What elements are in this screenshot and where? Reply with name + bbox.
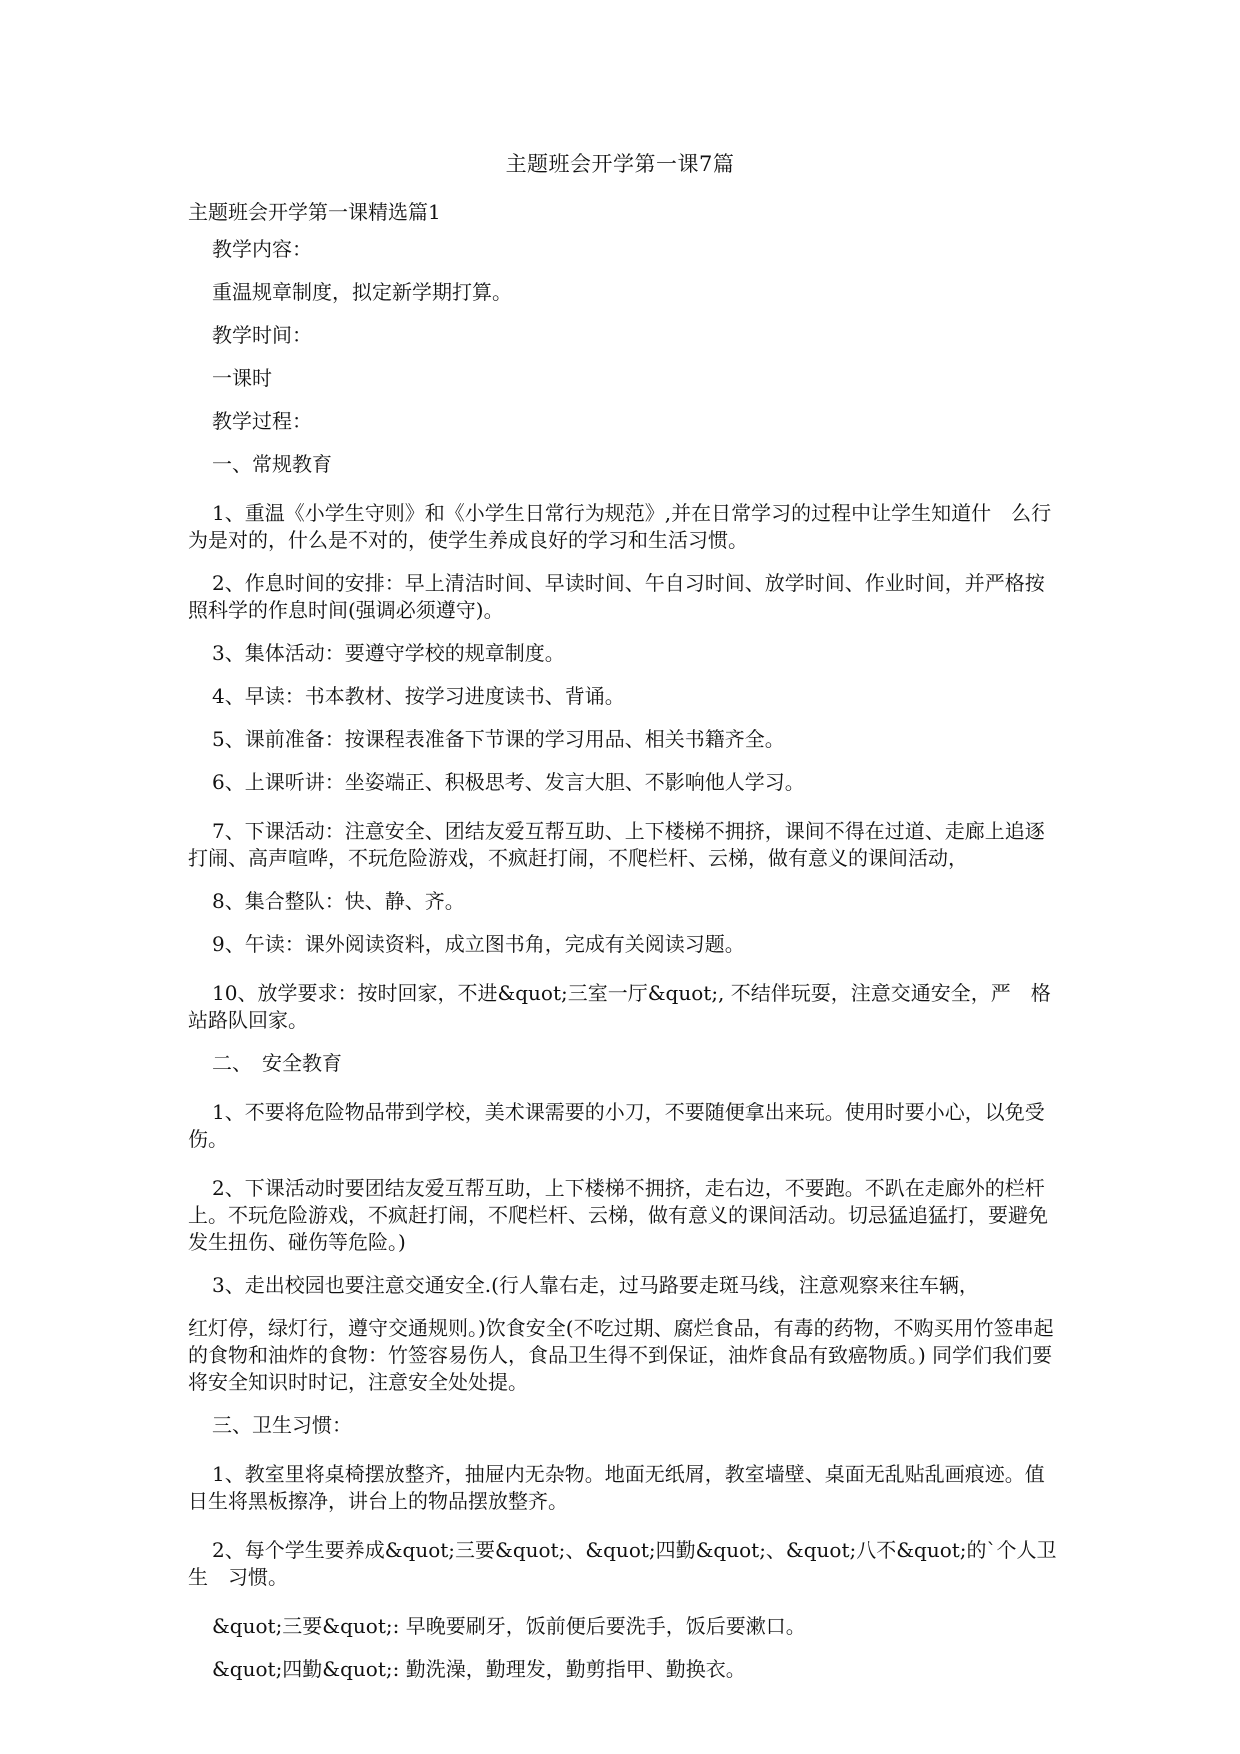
paragraph: 3、走出校园也要注意交通安全.(行人靠右走，过马路要走斑马线，注意观察来往车辆， xyxy=(212,1273,979,1297)
paragraph: 2、每个学生要养成&quot;三要&quot;、&quot;四勤&quot;、&quot;八不&quot;的`个人卫生 习惯。 xyxy=(188,1538,1057,1589)
paragraph: 3、集体活动：要遵守学校的规章制度。 xyxy=(212,641,565,665)
paragraph: 4、早读：书本教材、按学习进度读书、背诵。 xyxy=(212,684,625,708)
section-heading-hygiene: 三、卫生习惯： xyxy=(212,1413,352,1437)
section-heading: 主题班会开学第一课精选篇1 xyxy=(188,200,441,224)
paragraph: 教学时间： xyxy=(212,323,312,347)
section-heading-routine: 一、常规教育 xyxy=(212,452,332,476)
paragraph: 重温规章制度，拟定新学期打算。 xyxy=(212,280,512,304)
paragraph: &quot;四勤&quot;: 勤洗澡，勤理发，勤剪指甲、勤换衣。 xyxy=(212,1657,746,1681)
paragraph: 8、集合整队：快、静、齐。 xyxy=(212,889,465,913)
paragraph: 10、放学要求：按时回家，不进&quot;三室一厅&quot;, 不结伴玩耍，注意交通安全，严 格站路队回家。 xyxy=(188,981,1051,1032)
paragraph: 1、不要将危险物品带到学校，美术课需要的小刀，不要随便拿出来玩。使用时要小心，以免受伤。 xyxy=(188,1100,1045,1151)
paragraph: 5、课前准备：按课程表准备下节课的学习用品、相关书籍齐全。 xyxy=(212,727,785,751)
paragraph: 2、作息时间的安排：早上清洁时间、早读时间、午自习时间、放学时间、作业时间，并严格按照科学的作息时间(强调必须遵守)。 xyxy=(188,571,1045,622)
paragraph: 一课时 xyxy=(212,366,272,390)
paragraph: 2、下课活动时要团结友爱互帮互助，上下楼梯不拥挤，走右边，不要跑。不趴在走廊外的栏杆上。不玩危险游戏，不疯赶打闹，不爬栏杆、云梯，做有意义的课间活动。切忌猛追猛打，要避免发生扭伤、碰伤等危险。) xyxy=(188,1176,1048,1254)
paragraph: 1、重温《小学生守则》和《小学生日常行为规范》,并在日常学习的过程中让学生知道什 么行为是对的，什么是不对的，使学生养成良好的学习和生活习惯。 xyxy=(188,501,1052,552)
document-title: 主题班会开学第一课7篇 xyxy=(505,152,735,176)
document-body xyxy=(188,236,1058,1699)
paragraph: 7、下课活动：注意安全、团结友爱互帮互助、上下楼梯不拥挤，课间不得在过道、走廊上追逐打闹、高声喧哗，不玩危险游戏，不疯赶打闹，不爬栏杆、云梯，做有意义的课间活动， xyxy=(188,819,1045,870)
paragraph: 9、午读：课外阅读资料，成立图书角，完成有关阅读习题。 xyxy=(212,932,745,956)
paragraph: 红灯停，绿灯行，遵守交通规则。)饮食安全(不吃过期、腐烂食品，有毒的药物，不购买用竹签串起的食物和油炸的食物：竹签容易伤人，食品卫生得不到保证，油炸食品有致癌物质。) 同学们我们要将安全知识时时记，注意安全处处提。 xyxy=(188,1316,1054,1394)
paragraph: 1、教室里将桌椅摆放整齐，抽屉内无杂物。地面无纸屑，教室墙壁、桌面无乱贴乱画痕迹。值日生将黑板擦净，讲台上的物品摆放整齐。 xyxy=(188,1462,1045,1513)
paragraph: 教学过程： xyxy=(212,409,312,433)
section-heading-safety: 二、 安全教育 xyxy=(212,1051,342,1075)
paragraph: 6、上课听讲：坐姿端正、积极思考、发言大胆、不影响他人学习。 xyxy=(212,770,805,794)
paragraph: 教学内容： xyxy=(212,237,312,261)
paragraph: &quot;三要&quot;: 早晚要刷牙，饭前便后要洗手，饭后要漱口。 xyxy=(212,1614,806,1638)
